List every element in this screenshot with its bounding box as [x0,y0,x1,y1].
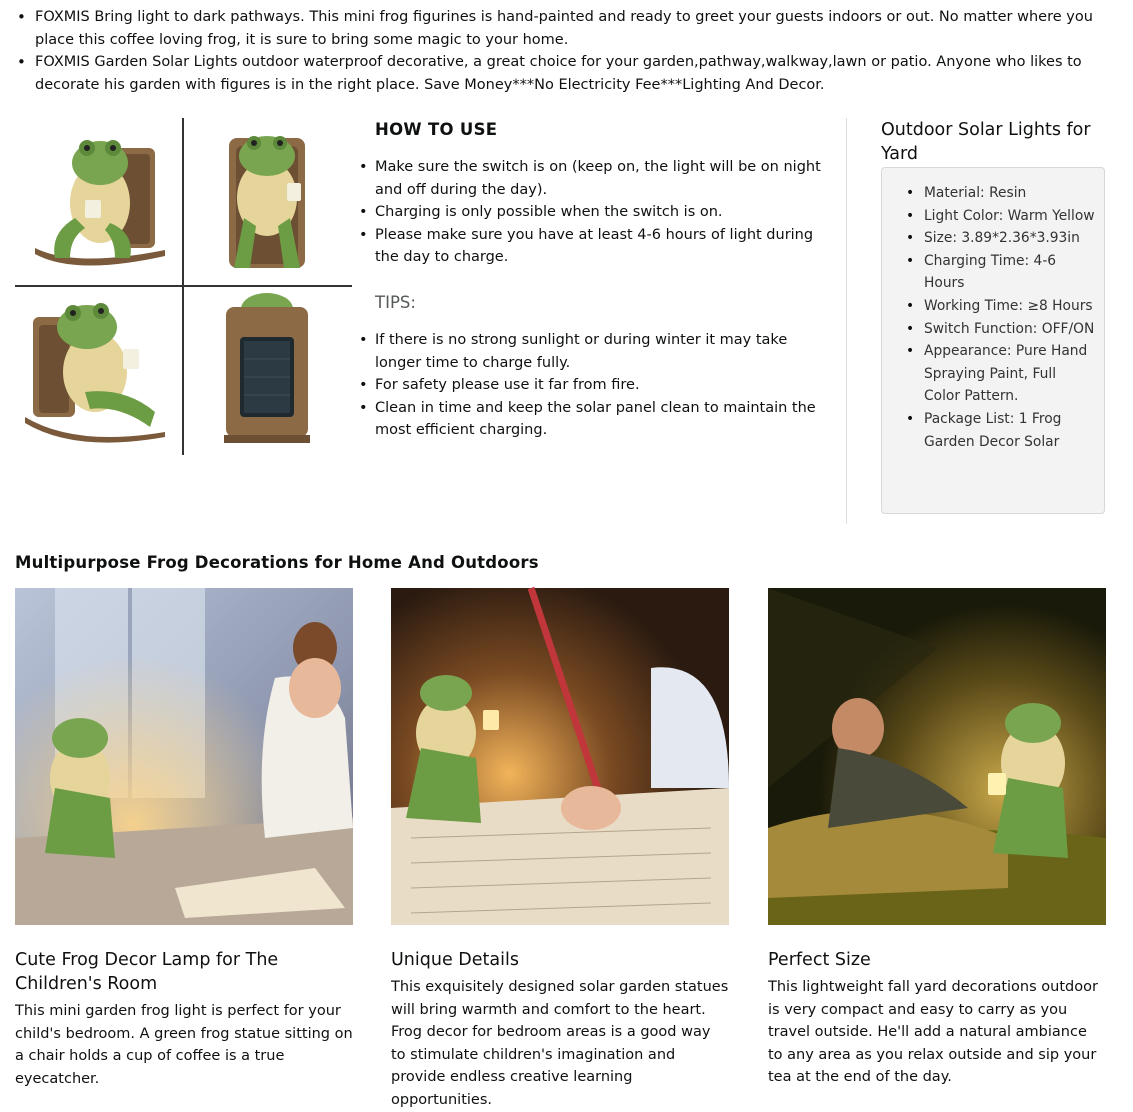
tip-item: • If there is no strong sunlight or during winter it may take longer time to charge fully. [357,329,827,374]
frog-product-image-grid [15,118,352,455]
card-text: This lightweight fall yard decorations outdoor is very compact and easy to carry as you travel outside. He'll add a natural ambiance to any area as you relax outside and sip your tea at the end of the day. [768,979,1098,1086]
frog-image-side [184,118,350,284]
intro-bullet: • FOXMIS Bring light to dark pathways. This mini frog figurines is hand-painted and ready to greet your guests indoors or out. No matter where you place this coffee loving frog, it is sure to bring some magic to your home. [15,6,1115,51]
how-to-use-item: • Make sure the switch is on (keep on, the light will be on night and off during the day). [357,156,827,201]
grid-horizontal-divider [15,285,352,287]
grid-vertical-divider [182,118,184,455]
tips-heading: TIPS: [375,292,416,312]
spec-item: • Size: 3.89*2.36*3.93in [906,227,1096,250]
spec-item: • Appearance: Pure Hand Spraying Paint, Full Color Pattern. [906,340,1096,408]
frog-image-back-solar-panel [184,287,350,453]
column-divider [846,118,847,524]
card-text: This exquisitely designed solar garden statues will bring warmth and comfort to the heart. Frog decor for bedroom areas is a good way to stimulate children's imagination and provide endless creative learning opportunities. [391,979,729,1108]
card-text: This mini garden frog light is perfect for your child's bedroom. A green frog statue sitting on a chair holds a cup of coffee is a true eyecatcher. [15,1003,353,1087]
photo-child-reading [15,588,353,925]
spec-item: • Light Color: Warm Yellow [906,205,1096,228]
spec-item: • Working Time: ≥8 Hours [906,295,1096,318]
photo-tent-camping [768,588,1106,925]
how-to-use-section [357,118,827,442]
frog-image-angled [15,287,181,453]
card-title: Cute Frog Decor Lamp for The Children's Room [15,950,279,994]
how-to-use-heading: HOW TO USE [375,120,498,139]
feature-card-unique-details [391,588,729,1112]
how-to-use-item: • Please make sure you have at least 4-6 hours of light during the day to charge. [357,224,827,269]
feature-card-childrens-room [15,588,353,1090]
intro-bullet: • FOXMIS Garden Solar Lights outdoor waterproof decorative, a great choice for your garden,pathway,walkway,lawn or patio. Anyone who likes to decorate his garden with figures is in the right place. Save Money***No Electricity Fee***Lighting And Decor. [15,51,1115,96]
photo-child-drawing [391,588,729,925]
spec-list [906,182,1096,453]
section-heading: Multipurpose Frog Decorations for Home And Outdoors [15,553,539,572]
card-title: Unique Details [391,950,519,970]
how-to-use-item: • Charging is only possible when the switch is on. [357,201,827,224]
spec-item: • Charging Time: 4-6 Hours [906,250,1096,295]
tips-list [357,329,827,442]
tip-item: • For safety please use it far from fire. [357,374,827,397]
how-to-use-list [357,156,827,269]
spec-item: • Material: Resin [906,182,1096,205]
spec-title: Outdoor Solar Lights for Yard [881,120,1091,164]
frog-image-front-left [15,118,181,284]
spec-box [881,167,1105,514]
spec-item: • Package List: 1 Frog Garden Decor Solar [906,408,1096,453]
feature-card-perfect-size [768,588,1106,1089]
intro-bullet-list [15,6,1115,96]
tip-item: • Clean in time and keep the solar panel clean to maintain the most efficient charging. [357,397,827,442]
card-title: Perfect Size [768,950,871,970]
spec-item: • Switch Function: OFF/ON [906,318,1096,341]
